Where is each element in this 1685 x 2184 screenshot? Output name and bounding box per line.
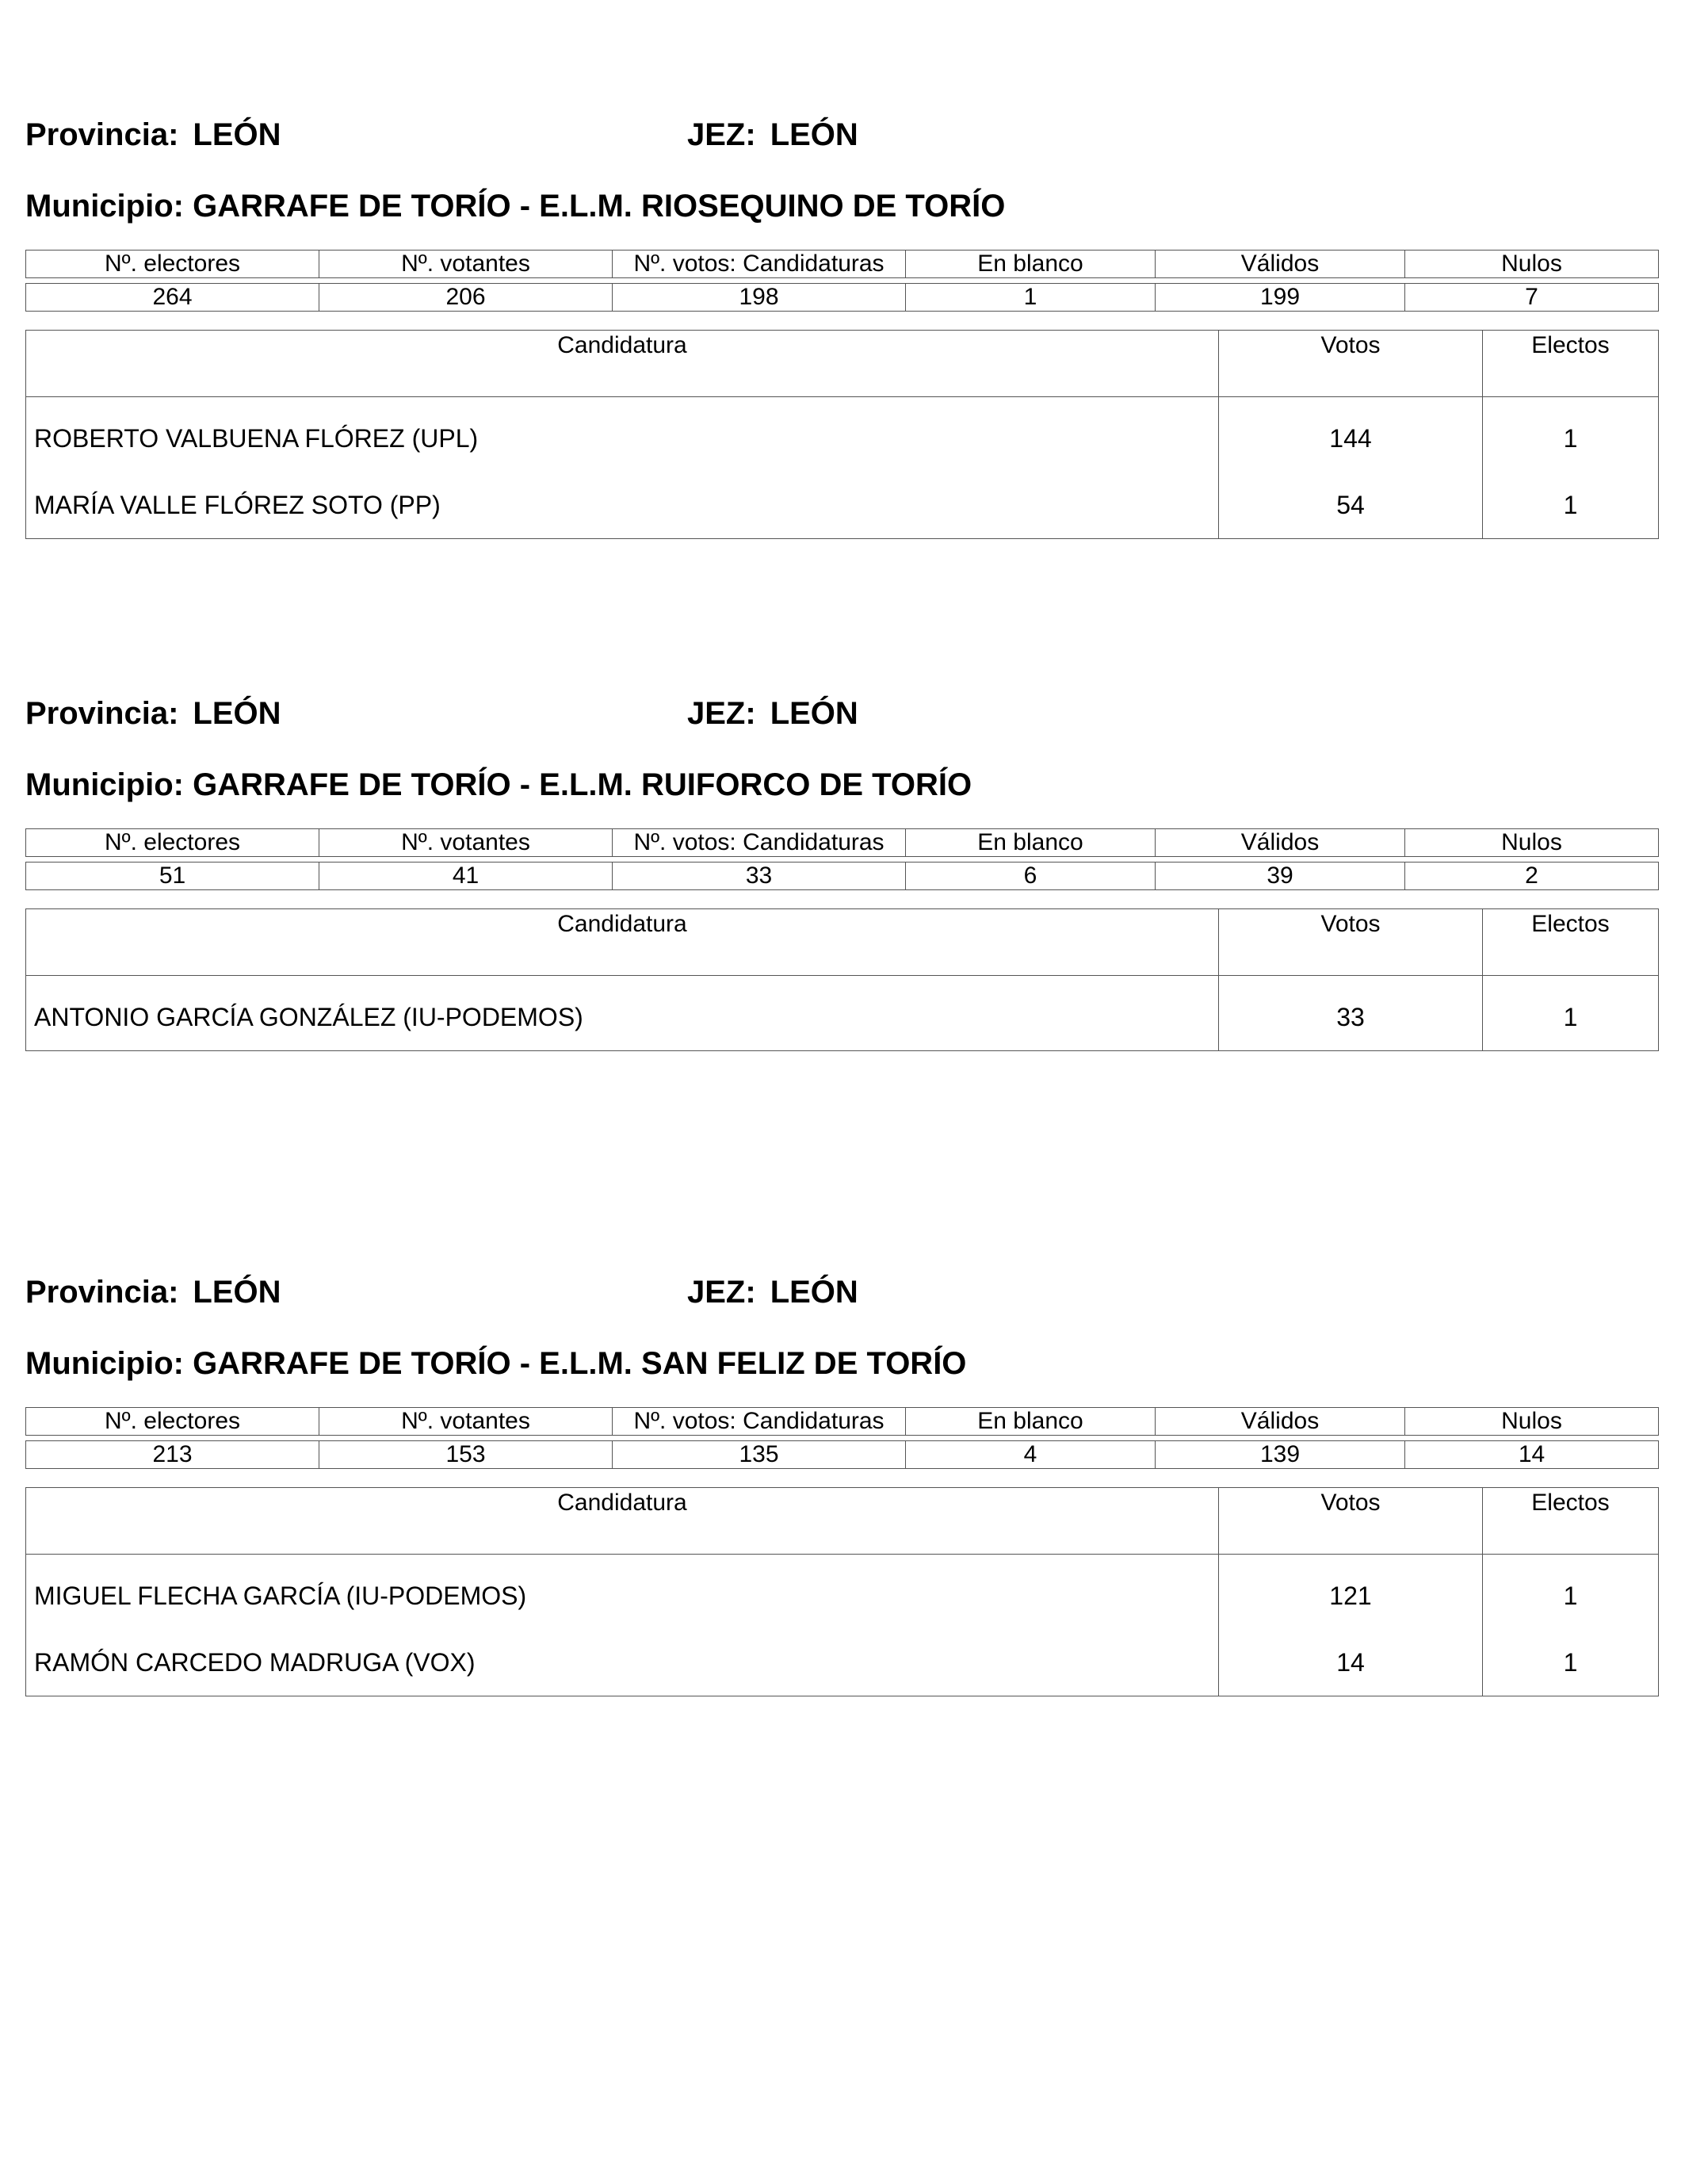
- candidate-electos: 1: [1483, 1629, 1659, 1696]
- candidate-row: [26, 1555, 1659, 1630]
- summary-spacer: [26, 857, 1659, 863]
- candidate-electos: 1: [1483, 976, 1659, 1051]
- electos-header: Electos: [1483, 1488, 1659, 1555]
- candidates-header-row: [26, 331, 1659, 397]
- electos-header: Electos: [1483, 909, 1659, 976]
- municipio-title: [25, 1340, 966, 1387]
- candidates-table: [25, 908, 1659, 1051]
- votos-header: Votos: [1219, 331, 1483, 397]
- municipio-title: [25, 761, 972, 809]
- summary-spacer: [26, 1436, 1659, 1441]
- section-header: [25, 1268, 1658, 1316]
- electos-header: Electos: [1483, 331, 1659, 397]
- jez-label: JEZ:: [687, 696, 756, 731]
- summary-header-cell: Nº. votos: Candidaturas: [613, 829, 906, 857]
- summary-header-row: [26, 829, 1659, 857]
- municipio-title: [25, 182, 1005, 230]
- summary-value-row: [26, 1441, 1659, 1469]
- jez-field: [687, 111, 858, 159]
- summary-header-cell: En blanco: [906, 1408, 1156, 1436]
- candidates-header-row: [26, 909, 1659, 976]
- summary-value-cell: 139: [1156, 1441, 1405, 1469]
- candidate-votos: 14: [1219, 1629, 1483, 1696]
- summary-value-cell: 213: [26, 1441, 319, 1469]
- candidate-name: ANTONIO GARCÍA GONZÁLEZ (IU-PODEMOS): [26, 976, 1219, 1051]
- section-header: [25, 690, 1658, 737]
- summary-header-cell: Nº. votantes: [319, 829, 613, 857]
- jez-field: [687, 690, 858, 737]
- provincia-field: [25, 1268, 281, 1316]
- candidate-votos: 121: [1219, 1555, 1483, 1630]
- summary-value-cell: 51: [26, 863, 319, 890]
- summary-value-cell: 6: [906, 863, 1156, 890]
- summary-header-cell: Nº. electores: [26, 1408, 319, 1436]
- summary-spacer: [26, 278, 1659, 284]
- summary-table: [25, 1407, 1659, 1469]
- summary-header-cell: Nº. electores: [26, 251, 319, 278]
- candidates-table: [25, 330, 1659, 539]
- candidatura-header: Candidatura: [26, 909, 1219, 976]
- jez-label: JEZ:: [687, 117, 756, 152]
- candidates-table: [25, 1487, 1659, 1696]
- summary-header-cell: Nº. votantes: [319, 251, 613, 278]
- candidate-votos: 144: [1219, 397, 1483, 472]
- provincia-value: LEÓN: [193, 1275, 281, 1310]
- candidate-electos: 1: [1483, 472, 1659, 539]
- votos-header: Votos: [1219, 1488, 1483, 1555]
- candidatura-header: Candidatura: [26, 331, 1219, 397]
- municipio-value: GARRAFE DE TORÍO - E.L.M. SAN FELIZ DE TORÍO: [193, 1346, 967, 1381]
- summary-value-cell: 14: [1405, 1441, 1659, 1469]
- candidate-row: [26, 976, 1659, 1051]
- summary-header-cell: En blanco: [906, 251, 1156, 278]
- candidatura-header: Candidatura: [26, 1488, 1219, 1555]
- municipio-label: Municipio:: [25, 189, 184, 224]
- candidate-electos: 1: [1483, 1555, 1659, 1630]
- municipio-value: GARRAFE DE TORÍO - E.L.M. RIOSEQUINO DE TORÍO: [193, 189, 1006, 224]
- jez-value: LEÓN: [770, 1275, 858, 1310]
- votos-header: Votos: [1219, 909, 1483, 976]
- summary-value-cell: 2: [1405, 863, 1659, 890]
- summary-value-cell: 199: [1156, 284, 1405, 312]
- summary-value-cell: 39: [1156, 863, 1405, 890]
- candidate-name: MIGUEL FLECHA GARCÍA (IU-PODEMOS): [26, 1555, 1219, 1630]
- summary-value-cell: 41: [319, 863, 613, 890]
- summary-value-cell: 4: [906, 1441, 1156, 1469]
- jez-field: [687, 1268, 858, 1316]
- summary-header-cell: En blanco: [906, 829, 1156, 857]
- summary-table: [25, 828, 1659, 890]
- summary-header-cell: Nº. votos: Candidaturas: [613, 251, 906, 278]
- summary-header-cell: Nº. votantes: [319, 1408, 613, 1436]
- summary-header-cell: Válidos: [1156, 829, 1405, 857]
- section-header: [25, 111, 1658, 159]
- provincia-field: [25, 690, 281, 737]
- provincia-field: [25, 111, 281, 159]
- candidate-name: MARÍA VALLE FLÓREZ SOTO (PP): [26, 472, 1219, 539]
- candidate-row: [26, 397, 1659, 472]
- provincia-label: Provincia:: [25, 1275, 179, 1310]
- summary-table: [25, 250, 1659, 312]
- candidate-votos: 54: [1219, 472, 1483, 539]
- municipio-label: Municipio:: [25, 767, 184, 802]
- provincia-value: LEÓN: [193, 696, 281, 731]
- summary-value-row: [26, 284, 1659, 312]
- summary-header-cell: Nulos: [1405, 1408, 1659, 1436]
- summary-header-cell: Válidos: [1156, 1408, 1405, 1436]
- candidate-electos: 1: [1483, 397, 1659, 472]
- candidate-votos: 33: [1219, 976, 1483, 1051]
- summary-header-cell: Nº. electores: [26, 829, 319, 857]
- candidate-name: RAMÓN CARCEDO MADRUGA (VOX): [26, 1629, 1219, 1696]
- provincia-value: LEÓN: [193, 117, 281, 152]
- candidate-name: ROBERTO VALBUENA FLÓREZ (UPL): [26, 397, 1219, 472]
- summary-value-cell: 135: [613, 1441, 906, 1469]
- municipio-value: GARRAFE DE TORÍO - E.L.M. RUIFORCO DE TORÍO: [193, 767, 972, 802]
- jez-value: LEÓN: [770, 117, 858, 152]
- summary-value-cell: 7: [1405, 284, 1659, 312]
- summary-value-row: [26, 863, 1659, 890]
- summary-value-cell: 1: [906, 284, 1156, 312]
- summary-value-cell: 206: [319, 284, 613, 312]
- summary-header-row: [26, 251, 1659, 278]
- summary-header-cell: Nulos: [1405, 251, 1659, 278]
- summary-value-cell: 264: [26, 284, 319, 312]
- summary-value-cell: 33: [613, 863, 906, 890]
- summary-header-cell: Nº. votos: Candidaturas: [613, 1408, 906, 1436]
- provincia-label: Provincia:: [25, 696, 179, 731]
- provincia-label: Provincia:: [25, 117, 179, 152]
- municipio-label: Municipio:: [25, 1346, 184, 1381]
- summary-header-row: [26, 1408, 1659, 1436]
- summary-header-cell: Nulos: [1405, 829, 1659, 857]
- summary-value-cell: 198: [613, 284, 906, 312]
- jez-label: JEZ:: [687, 1275, 756, 1310]
- jez-value: LEÓN: [770, 696, 858, 731]
- summary-header-cell: Válidos: [1156, 251, 1405, 278]
- summary-value-cell: 153: [319, 1441, 613, 1469]
- candidate-row: [26, 1629, 1659, 1696]
- candidates-header-row: [26, 1488, 1659, 1555]
- candidate-row: [26, 472, 1659, 539]
